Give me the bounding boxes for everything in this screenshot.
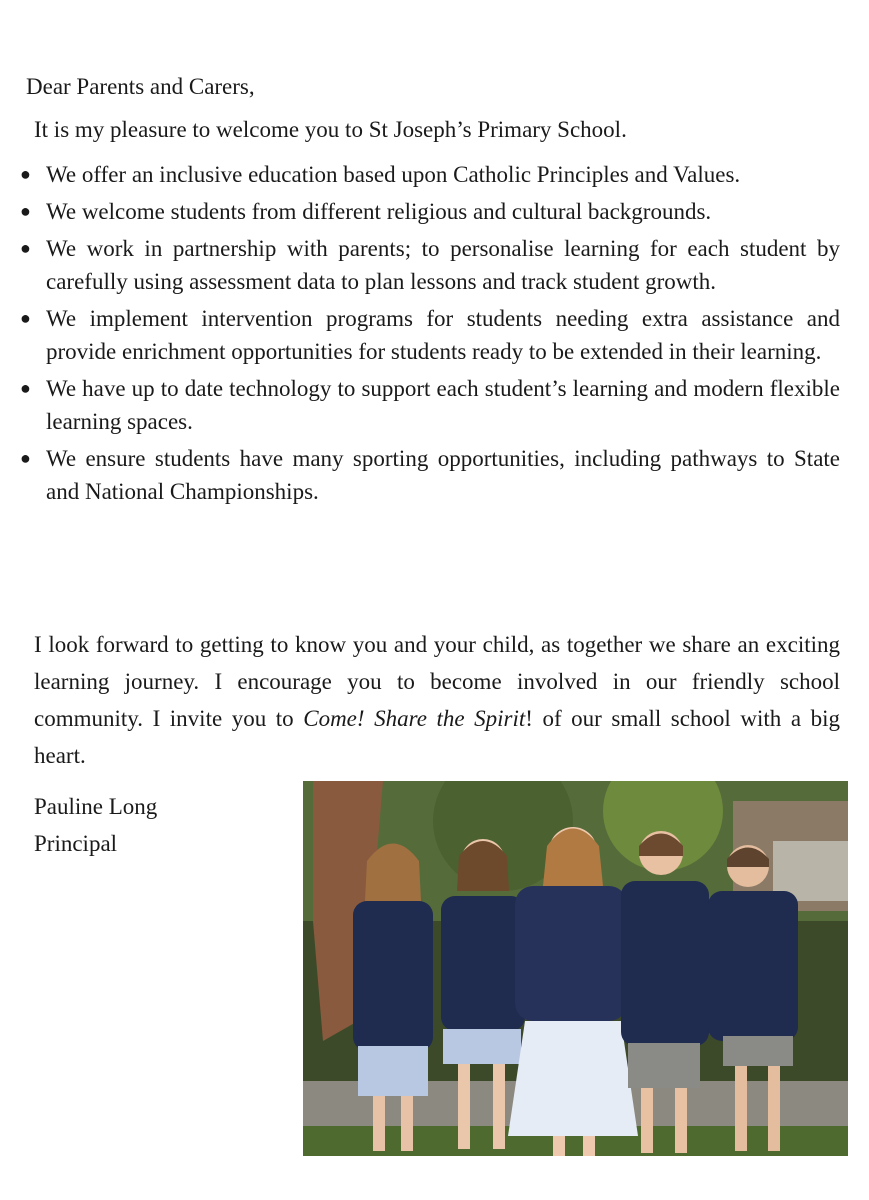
- list-item: ● We ensure students have many sporting opportunities, including pathways to State and National Championships.: [18, 442, 840, 508]
- value-list: [18, 158, 840, 512]
- list-item: ● We have up to date technology to support each student’s learning and modern flexible learning spaces.: [18, 372, 840, 438]
- intro-line: It is my pleasure to welcome you to St Joseph’s Primary School.: [34, 117, 627, 142]
- bullet-icon: ●: [20, 308, 31, 328]
- signature-block: [34, 788, 157, 862]
- bullet-icon: ●: [20, 164, 31, 184]
- signature-title: Principal: [34, 831, 118, 856]
- bullet-icon: ●: [20, 238, 31, 258]
- closing-paragraph: I look forward to getting to know you and your child, as together we share an exciting learning journey. I encourage you to become involved in our friendly school community. I invite you to Come! Share the Spirit! of our small school with a big heart.: [34, 632, 840, 768]
- greeting: Dear Parents and Carers,: [26, 74, 255, 99]
- list-item: ● We offer an inclusive education based upon Catholic Principles and Values.: [18, 158, 840, 191]
- group-photo: [303, 781, 848, 1156]
- list-item: ● We work in partnership with parents; to personalise learning for each student by carefully using assessment data to plan lessons and track student growth.: [18, 232, 840, 298]
- signature-name: Pauline Long: [34, 794, 158, 819]
- motto: Come! Share the Spirit: [303, 706, 526, 731]
- list-item: ● We welcome students from different religious and cultural backgrounds.: [18, 195, 840, 228]
- bullet-icon: ●: [20, 201, 31, 221]
- bullet-icon: ●: [20, 448, 31, 468]
- bullet-icon: ●: [20, 378, 31, 398]
- list-item: ● We implement intervention programs for students needing extra assistance and provide enrichment opportunities for students ready to be extended in their learning.: [18, 302, 840, 368]
